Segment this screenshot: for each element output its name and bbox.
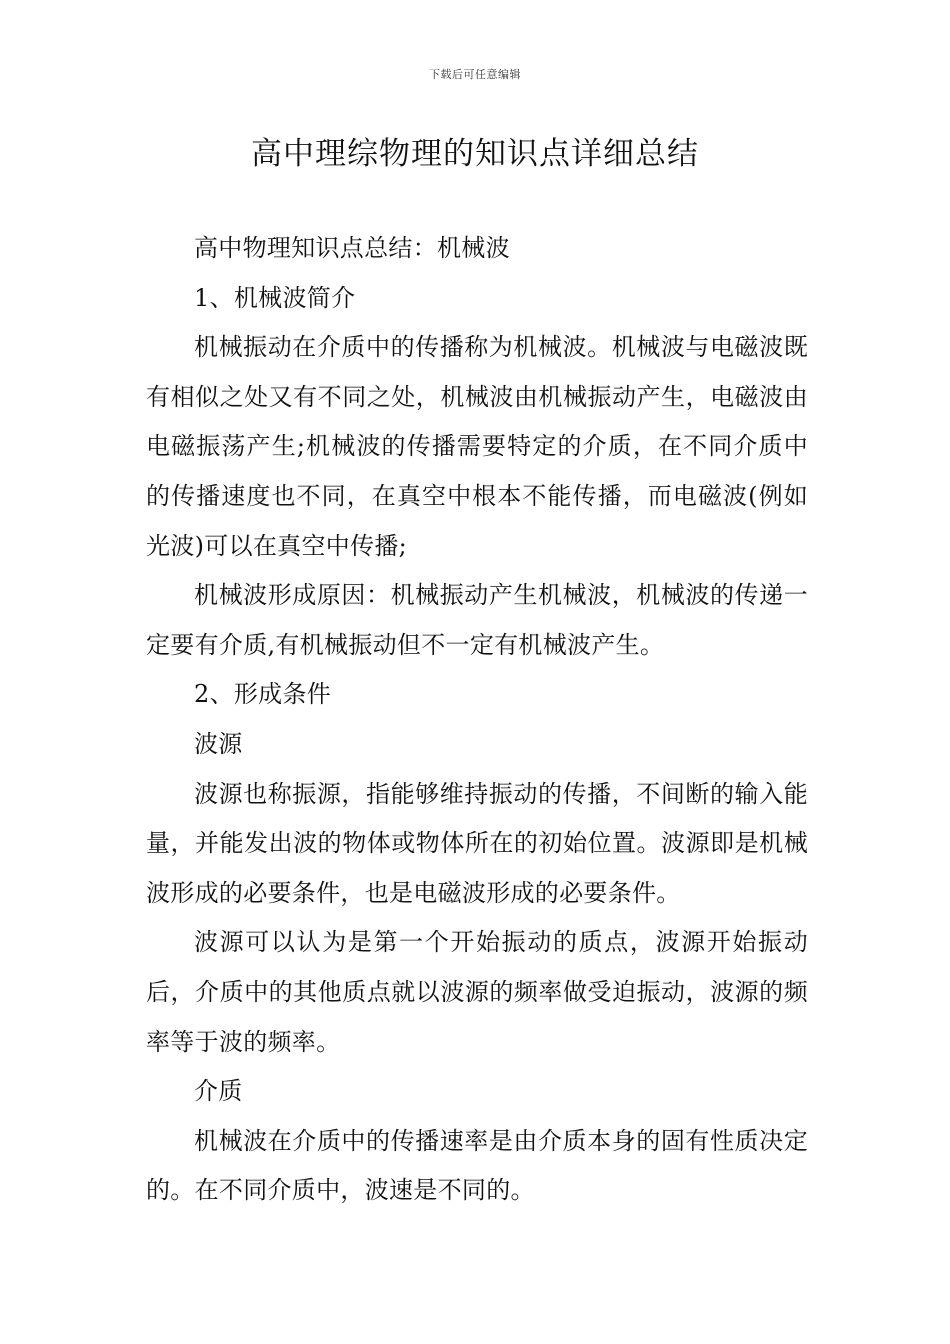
document-title: 高中理综物理的知识点详细总结	[251, 136, 699, 172]
paragraph: 波源也称振源，指能够维持振动的传播，不间断的输入能量，并能发出波的物体或物体所在的初始位置。波源即是机械波形成的必要条件，也是电磁波形成的必要条件。	[146, 779, 808, 907]
paragraph: 机械振动在介质中的传播称为机械波。机械波与电磁波既有相似之处又有不同之处，机械波由机械振动产生，电磁波由电磁振荡产生;机械波的传播需要特定的介质，在不同介质中的传播速度也不同，在真空中根本不能传播，而电磁波(例如光波)可以在真空中传播;	[146, 333, 808, 560]
document-body	[146, 224, 808, 1216]
section-heading: 高中物理知识点总结：机械波	[194, 234, 510, 262]
paragraph: 波源可以认为是第一个开始振动的质点，波源开始振动后，介质中的其他质点就以波源的频率做受迫振动，波源的频率等于波的频率。	[146, 928, 808, 1056]
paragraph: 机械波形成原因：机械振动产生机械波，机械波的传递一定要有介质,有机械振动但不一定有机械波产生。	[146, 581, 808, 659]
subsection-heading: 波源	[194, 729, 243, 758]
subsection-heading: 介质	[194, 1077, 243, 1106]
header-note: 下载后可任意编辑	[429, 68, 521, 81]
paragraph: 机械波在介质中的传播速率是由介质本身的固有性质决定的。在不同介质中，波速是不同的。	[146, 1126, 808, 1205]
subsection-heading: 2、形成条件	[194, 680, 332, 709]
subsection-heading: 1、机械波简介	[194, 283, 356, 312]
